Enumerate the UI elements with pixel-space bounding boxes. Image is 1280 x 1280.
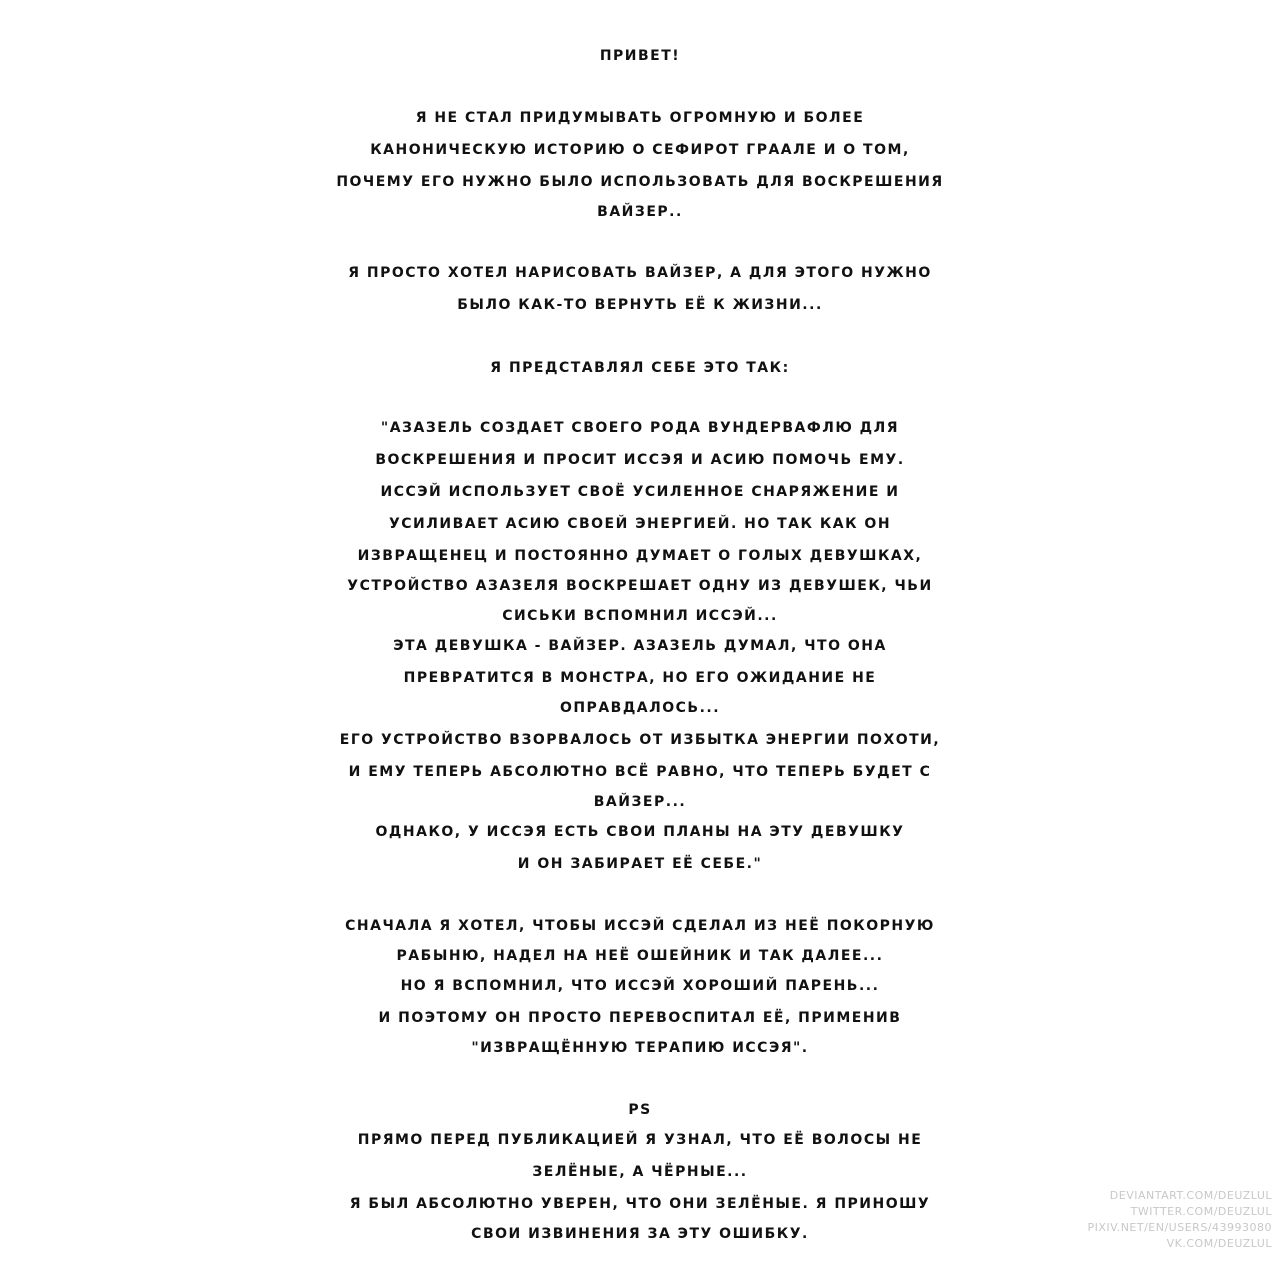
ps-line: Я БЫЛ АБСОЛЮТНО УВЕРЕН, ЧТО ОНИ ЗЕЛЁНЫЕ. Я ПРИНОШУ [349,1196,931,1212]
para4-line: СНАЧАЛА Я ХОТЕЛ, ЧТОБЫ ИССЭЙ СДЕЛАЛ ИЗ НЕЁ ПОКОРНУЮ [345,918,935,934]
greeting: ПРИВЕТ! [599,48,681,64]
para1-line: КАНОНИЧЕСКУЮ ИСТОРИЮ О СЕФИРОТ ГРААЛЕ И О ТОМ, [370,142,910,158]
ps-line: СВОИ ИЗВИНЕНИЯ ЗА ЭТУ ОШИБКУ. [471,1226,809,1242]
quote-line: ОДНАКО, У ИССЭЯ ЕСТЬ СВОИ ПЛАНЫ НА ЭТУ ДЕВУШКУ [375,824,905,840]
quote-line: СИСЬКИ ВСПОМНИЛ ИССЭЙ... [502,608,778,624]
quote-line: И ЕМУ ТЕПЕРЬ АБСОЛЮТНО ВСЁ РАВНО, ЧТО ТЕПЕРЬ БУДЕТ С [348,764,932,780]
para2-line: Я ПРОСТО ХОТЕЛ НАРИСОВАТЬ ВАЙЗЕР, А ДЛЯ ЭТОГО НУЖНО [348,265,932,281]
ps-line: ЗЕЛЁНЫЕ, А ЧЁРНЫЕ... [532,1164,748,1180]
quote-line: ВОСКРЕШЕНИЯ И ПРОСИТ ИССЭЯ И АСИЮ ПОМОЧЬ ЕМУ. [375,452,905,468]
para2-line: БЫЛО КАК-ТО ВЕРНУТЬ ЕЁ К ЖИЗНИ... [457,297,823,313]
watermark-line: VK.COM/DEUZLUL [1166,1237,1272,1250]
quote-line: ОПРАВДАЛОСЬ... [559,700,721,716]
watermark-line: DEVIANTART.COM/DEUZLUL [1109,1189,1272,1202]
watermark-line: PIXIV.NET/EN/USERS/43993080 [1087,1221,1272,1234]
quote-line: ПРЕВРАТИТСЯ В МОНСТРА, НО ЕГО ОЖИДАНИЕ НЕ [403,670,877,686]
ps-label: PS [628,1102,652,1118]
para1-line: Я НЕ СТАЛ ПРИДУМЫВАТЬ ОГРОМНУЮ И БОЛЕЕ [415,110,865,126]
para4-line: "ИЗВРАЩЁННУЮ ТЕРАПИЮ ИССЭЯ". [471,1040,809,1056]
quote-line: И ОН ЗАБИРАЕТ ЕЁ СЕБЕ." [517,856,763,872]
author-watermark [1087,1188,1272,1252]
quote-line: ИССЭЙ ИСПОЛЬЗУЕТ СВОЁ УСИЛЕННОЕ СНАРЯЖЕНИЕ И [380,484,900,500]
quote-line: "АЗАЗЕЛЬ СОЗДАЕТ СВОЕГО РОДА ВУНДЕРВАФЛЮ ДЛЯ [380,420,900,436]
quote-line: ИЗВРАЩЕНЕЦ И ПОСТОЯННО ДУМАЕТ О ГОЛЫХ ДЕВУШКАХ, [357,548,923,564]
quote-line: ЕГО УСТРОЙСТВО ВЗОРВАЛОСЬ ОТ ИЗБЫТКА ЭНЕРГИИ ПОХОТИ, [339,732,941,748]
para4-line: НО Я ВСПОМНИЛ, ЧТО ИССЭЙ ХОРОШИЙ ПАРЕНЬ... [400,978,880,994]
quote-line: УСИЛИВАЕТ АСИЮ СВОЕЙ ЭНЕРГИЕЙ. НО ТАК КАК ОН [388,516,892,532]
para3-line: Я ПРЕДСТАВЛЯЛ СЕБЕ ЭТО ТАК: [490,360,790,376]
para4-line: И ПОЭТОМУ ОН ПРОСТО ПЕРЕВОСПИТАЛ ЕЁ, ПРИМЕНИВ [378,1010,902,1026]
para4-line: РАБЫНЮ, НАДЕЛ НА НЕЁ ОШЕЙНИК И ТАК ДАЛЕЕ... [396,948,884,964]
quote-line: ВАЙЗЕР... [593,794,687,810]
watermark-line: TWITTER.COM/DEUZLUL [1130,1205,1272,1218]
para1-line: ВАЙЗЕР.. [597,204,683,220]
quote-line: УСТРОЙСТВО АЗАЗЕЛЯ ВОСКРЕШАЕТ ОДНУ ИЗ ДЕВУШЕК, ЧЬИ [347,578,933,594]
para1-line: ПОЧЕМУ ЕГО НУЖНО БЫЛО ИСПОЛЬЗОВАТЬ ДЛЯ ВОСКРЕШЕНИЯ [336,174,944,190]
quote-line: ЭТА ДЕВУШКА - ВАЙЗЕР. АЗАЗЕЛЬ ДУМАЛ, ЧТО ОНА [393,638,887,654]
ps-line: ПРЯМО ПЕРЕД ПУБЛИКАЦИЕЙ Я УЗНАЛ, ЧТО ЕЁ ВОЛОСЫ НЕ [357,1132,923,1148]
